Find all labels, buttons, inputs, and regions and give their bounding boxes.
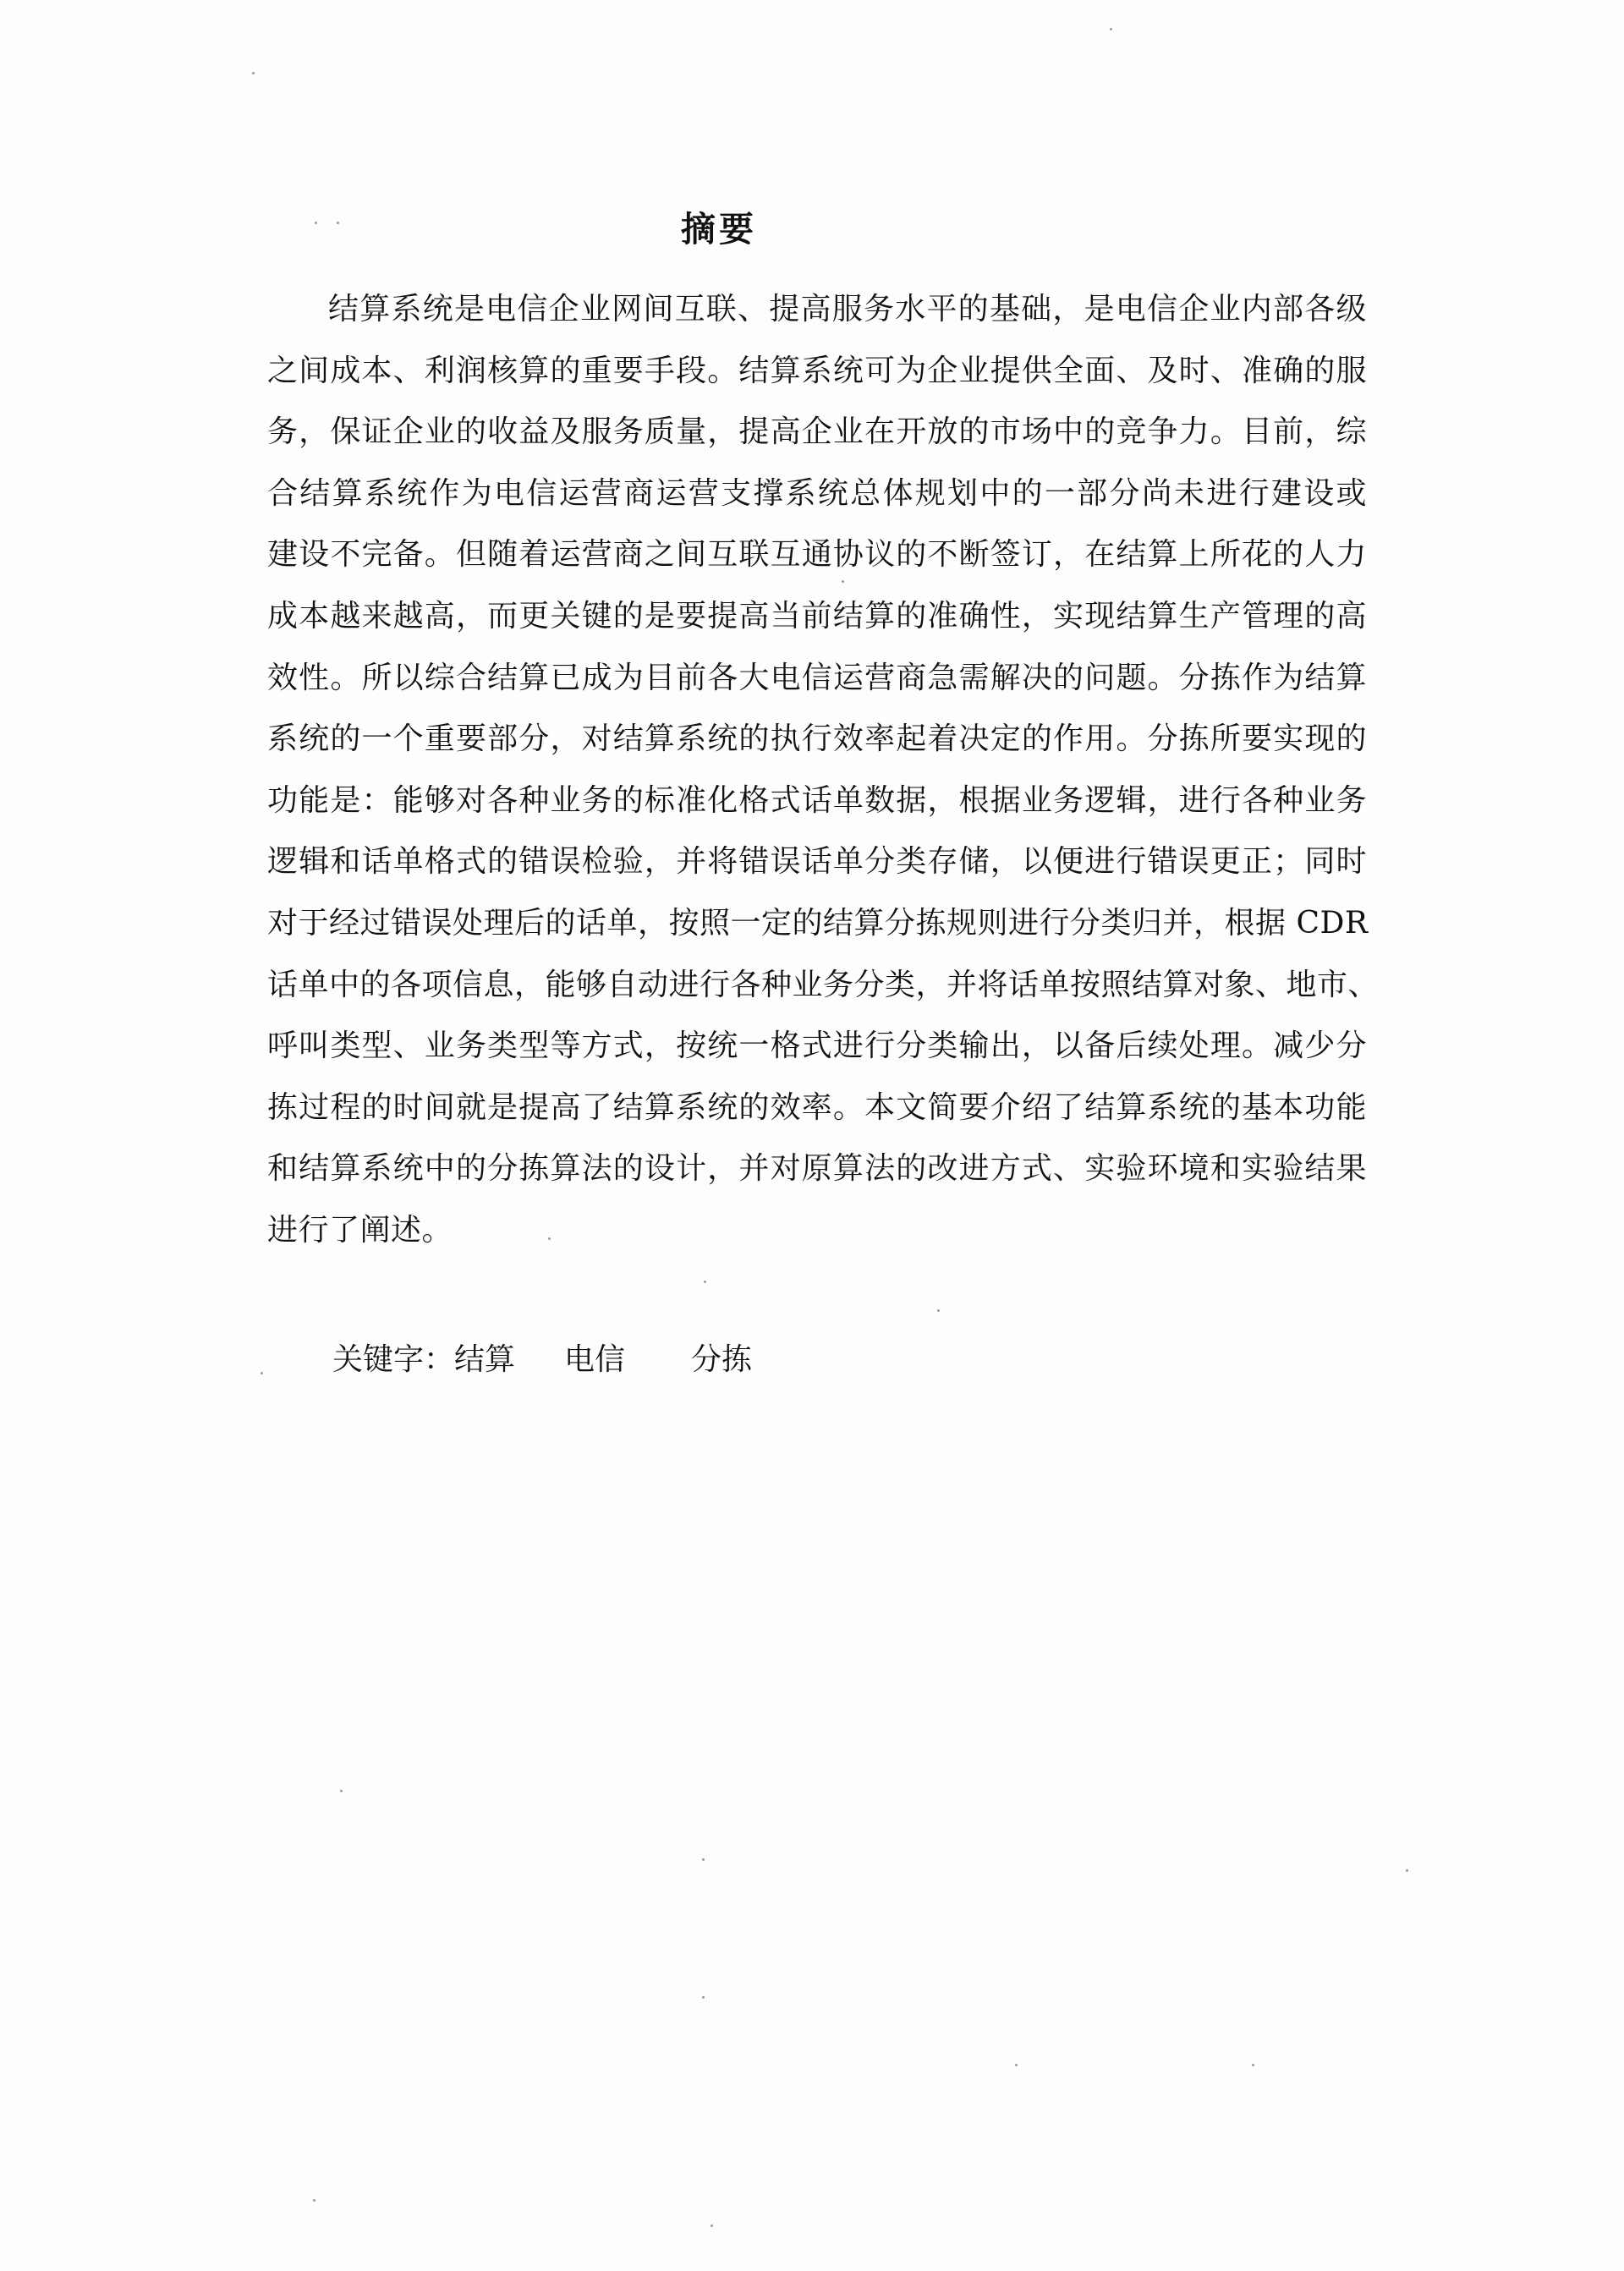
- scan-speck: [548, 1237, 551, 1240]
- abstract-line: 建设不完备。但随着运营商之间互联互通协议的不断签订，在结算上所花的人力: [267, 537, 1367, 573]
- abstract-line: 功能是：能够对各种业务的标准化格式话单数据，根据业务逻辑，进行各种业务: [267, 782, 1367, 818]
- scan-speck: [702, 1996, 705, 1999]
- abstract-line: 和结算系统中的分拣算法的设计，并对原算法的改进方式、实验环境和实验结果: [267, 1151, 1367, 1187]
- page-title: 摘要: [681, 209, 757, 250]
- scan-speck: [702, 1858, 705, 1861]
- scan-speck: [313, 2199, 315, 2202]
- abstract-line: 话单中的各项信息，能够自动进行各种业务分类，并将话单按照结算对象、地市、: [267, 967, 1380, 1002]
- scan-speck: [315, 222, 317, 224]
- abstract-line: 拣过程的时间就是提高了结算系统的效率。本文简要介绍了结算系统的基本功能: [267, 1089, 1367, 1125]
- scan-speck: [1110, 28, 1112, 30]
- keyword: 结算: [454, 1342, 516, 1377]
- scan-speck: [704, 1281, 706, 1283]
- scan-speck: [1252, 2064, 1254, 2066]
- abstract-body: [267, 279, 1380, 1262]
- keywords-label: 关键字：: [332, 1342, 455, 1377]
- scan-speck: [261, 1372, 263, 1374]
- abstract-line: 效性。所以综合结算已成为目前各大电信运营商急需解决的问题。分拣作为结算: [267, 660, 1367, 695]
- abstract-line: 之间成本、利润核算的重要手段。结算系统可为企业提供全面、及时、准确的服: [267, 353, 1367, 388]
- abstract-line: 逻辑和话单格式的错误检验，并将错误话单分类存储，以便进行错误更正；同时: [267, 844, 1367, 880]
- keywords-line: [332, 1335, 752, 1385]
- keyword: 电信: [564, 1342, 626, 1377]
- abstract-line: 务，保证企业的收益及服务质量，提高企业在开放的市场中的竞争力。目前，综: [267, 414, 1367, 450]
- scan-speck: [1406, 1869, 1408, 1872]
- abstract-line: 对于经过错误处理后的话单，按照一定的结算分拣规则进行分类归并，根据 CDR: [267, 905, 1369, 941]
- abstract-line: 成本越来越高，而更关键的是要提高当前结算的准确性，实现结算生产管理的高: [267, 598, 1367, 634]
- scan-speck: [252, 72, 255, 74]
- scan-speck: [340, 1790, 343, 1792]
- keyword: 分拣: [691, 1342, 753, 1377]
- scan-speck: [1015, 2064, 1018, 2066]
- abstract-line: 合结算系统作为电信运营商运营支撑系统总体规划中的一部分尚未进行建设或: [267, 475, 1367, 511]
- scan-speck: [337, 222, 339, 224]
- abstract-line: 系统的一个重要部分，对结算系统的执行效率起着决定的作用。分拣所要实现的: [267, 721, 1367, 757]
- abstract-line: 进行了阐述。: [267, 1212, 453, 1248]
- scan-speck: [710, 2224, 713, 2227]
- scan-speck: [842, 580, 844, 583]
- scan-speck: [937, 1309, 940, 1312]
- abstract-line: 结算系统是电信企业网间互联、提高服务水平的基础，是电信企业内部各级: [328, 292, 1367, 326]
- abstract-line: 呼叫类型、业务类型等方式，按统一格式进行分类输出，以备后续处理。减少分: [267, 1029, 1367, 1064]
